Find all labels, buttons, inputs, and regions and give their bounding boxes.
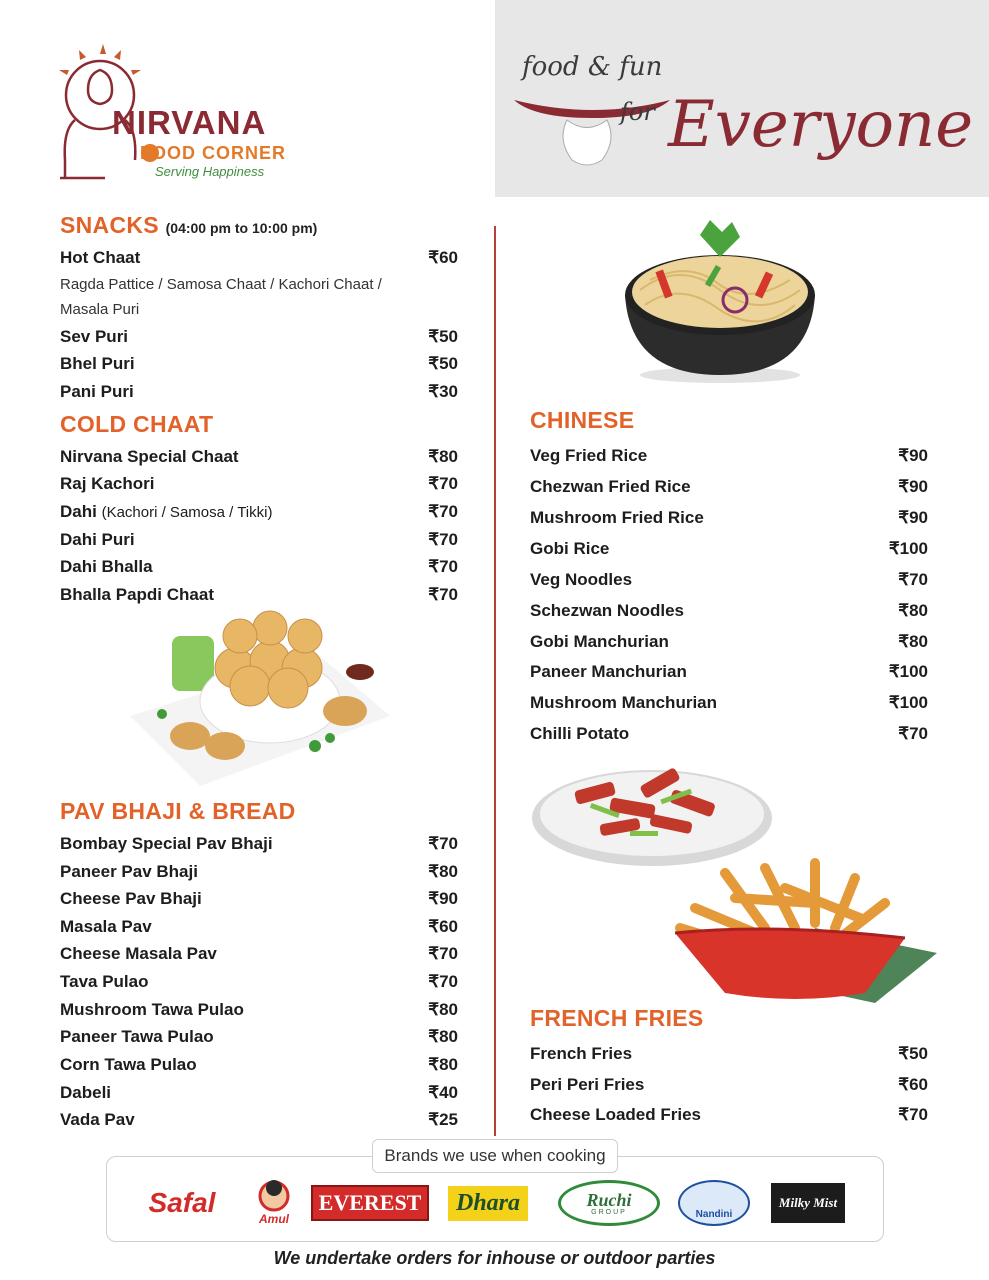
slogan-line3: Everyone <box>668 88 974 162</box>
section-title-snacks <box>60 212 317 239</box>
menu-price: ₹70 <box>898 1105 928 1124</box>
menu-price: ₹80 <box>428 862 458 881</box>
menu-item: Cheese Masala Pav <box>60 944 217 963</box>
menu-item: Veg Noodles <box>530 570 633 589</box>
menu-item: Bhel Puri <box>60 354 135 373</box>
menu-item: Schezwan Noodles <box>530 601 684 620</box>
menu-item: Pani Puri <box>60 382 134 401</box>
menu-item: Vada Pav <box>60 1110 135 1129</box>
pani-puri-image <box>120 606 400 791</box>
menu-item: Chezwan Fried Rice <box>530 477 691 496</box>
amul-logo <box>246 1180 302 1226</box>
menu-price: ₹90 <box>898 446 928 465</box>
ruchi-oval <box>558 1180 660 1226</box>
menu-item: Cheese Loaded Fries <box>530 1105 702 1124</box>
milkymist-logo-text: Milky Mist <box>771 1183 845 1223</box>
footer-note: We undertake orders for inhouse or outdoor parties <box>273 1248 716 1268</box>
menu-price: ₹30 <box>428 382 458 401</box>
menu-price: ₹70 <box>428 474 458 493</box>
menu-price: ₹80 <box>428 1055 458 1074</box>
dhara-logo-text: Dhara <box>448 1186 528 1221</box>
safal-logo-text: Safal <box>148 1187 216 1218</box>
menu-price: ₹100 <box>888 693 928 712</box>
menu-price: ₹90 <box>898 477 928 496</box>
section-title-cold-chaat: COLD CHAAT <box>60 411 214 437</box>
menu-item: Tava Pulao <box>60 972 149 991</box>
menu-price: ₹90 <box>428 889 458 908</box>
menu-item: Gobi Rice <box>530 539 610 558</box>
nandini-logo-text: Nandini <box>695 1209 733 1220</box>
menu-price: ₹100 <box>888 539 928 558</box>
menu-price: ₹70 <box>428 585 458 604</box>
menu-item: Bombay Special Pav Bhaji <box>60 834 273 853</box>
menu-price: ₹50 <box>428 327 458 346</box>
snacks-timing: (04:00 pm to 10:00 pm) <box>165 220 318 236</box>
menu-item: Mushroom Tawa Pulao <box>60 1000 244 1019</box>
brand-name: NIRVANA <box>112 104 267 141</box>
menu-item: Dahi <box>60 502 97 521</box>
menu-item: Veg Fried Rice <box>530 446 648 465</box>
nandini-logo <box>678 1180 750 1226</box>
menu-item: Sev Puri <box>60 327 129 346</box>
brands-label: Brands we use when cooking <box>372 1139 618 1173</box>
menu-item: Chilli Potato <box>530 724 630 743</box>
section-title-french-fries: FRENCH FRIES <box>530 1005 704 1031</box>
french-fries-image <box>665 858 937 1003</box>
menu-price: ₹80 <box>428 1000 458 1019</box>
menu-price: ₹70 <box>428 530 458 549</box>
item-description: Ragda Pattice / Samosa Chaat / Kachori Chaat / Masala Puri <box>60 276 382 318</box>
menu-price: ₹80 <box>428 1027 458 1046</box>
safal-logo <box>132 1180 232 1226</box>
menu-item: Masala Pav <box>60 917 152 936</box>
menu-item: Paneer Tawa Pulao <box>60 1027 214 1046</box>
chilli-potato-image <box>530 756 780 871</box>
menu-price: ₹60 <box>428 917 458 936</box>
menu-item: Gobi Manchurian <box>530 632 669 651</box>
menu-item: Mushroom Fried Rice <box>530 508 704 527</box>
dhara-logo <box>443 1180 533 1226</box>
menu-price: ₹100 <box>888 662 928 681</box>
section-title-chinese: CHINESE <box>530 407 635 433</box>
menu-price: ₹60 <box>428 248 458 267</box>
section-title-pav-bhaji: PAV BHAJI & BREAD <box>60 798 296 824</box>
menu-item: Dahi Puri <box>60 530 135 549</box>
menu-price: ₹70 <box>428 502 458 521</box>
menu-item: Dahi Bhalla <box>60 557 153 576</box>
menu-item-note: (Kachori / Samosa / Tikki) <box>101 504 273 521</box>
menu-item: Nirvana Special Chaat <box>60 447 239 466</box>
menu-price: ₹80 <box>428 447 458 466</box>
slogan-line2: for <box>620 98 655 126</box>
ruchi-logo-text: Ruchi <box>586 1189 632 1210</box>
menu-price: ₹50 <box>898 1044 928 1063</box>
menu-price: ₹70 <box>898 570 928 589</box>
menu-item: Cheese Pav Bhaji <box>60 889 202 908</box>
menu-price: ₹50 <box>428 354 458 373</box>
menu-item: French Fries <box>530 1044 633 1063</box>
amul-girl-icon <box>254 1180 294 1212</box>
slogan-line1: food & fun <box>522 52 663 82</box>
menu-price: ₹90 <box>898 508 928 527</box>
menu-price: ₹40 <box>428 1083 458 1102</box>
everest-logo-text: EVEREST <box>311 1185 430 1221</box>
brand-tagline: Serving Happiness <box>155 164 265 179</box>
menu-item: Paneer Manchurian <box>530 662 687 681</box>
menu-item-dahi <box>60 502 272 522</box>
everest-logo <box>320 1180 420 1226</box>
noodles-bowl-image <box>620 210 820 385</box>
menu-item: Corn Tawa Pulao <box>60 1055 197 1074</box>
menu-price: ₹80 <box>898 601 928 620</box>
menu-item: Paneer Pav Bhaji <box>60 862 198 881</box>
menu-price: ₹70 <box>428 557 458 576</box>
menu-price: ₹70 <box>428 834 458 853</box>
menu-price: ₹80 <box>898 632 928 651</box>
nandini-oval <box>678 1180 750 1226</box>
brand-subtitle: FOOD CORNER <box>140 143 286 163</box>
menu-item: Peri Peri Fries <box>530 1075 645 1094</box>
menu-item: Dabeli <box>60 1083 112 1102</box>
menu-price: ₹25 <box>428 1110 458 1129</box>
column-divider <box>494 226 496 1136</box>
menu-price: ₹70 <box>428 972 458 991</box>
menu-price: ₹70 <box>428 944 458 963</box>
menu-item: Hot Chaat <box>60 248 141 267</box>
menu-item: Raj Kachori <box>60 474 155 493</box>
menu-item: Mushroom Manchurian <box>530 693 718 712</box>
ruchi-logo-sub: GROUP <box>591 1208 627 1216</box>
menu-item: Bhalla Papdi Chaat <box>60 585 214 604</box>
amul-logo-text: Amul <box>259 1212 289 1226</box>
ruchi-logo <box>558 1180 660 1226</box>
menu-price: ₹60 <box>898 1075 928 1094</box>
snacks-title: SNACKS <box>60 212 159 238</box>
menu-price: ₹70 <box>898 724 928 743</box>
milkymist-logo <box>764 1180 852 1226</box>
